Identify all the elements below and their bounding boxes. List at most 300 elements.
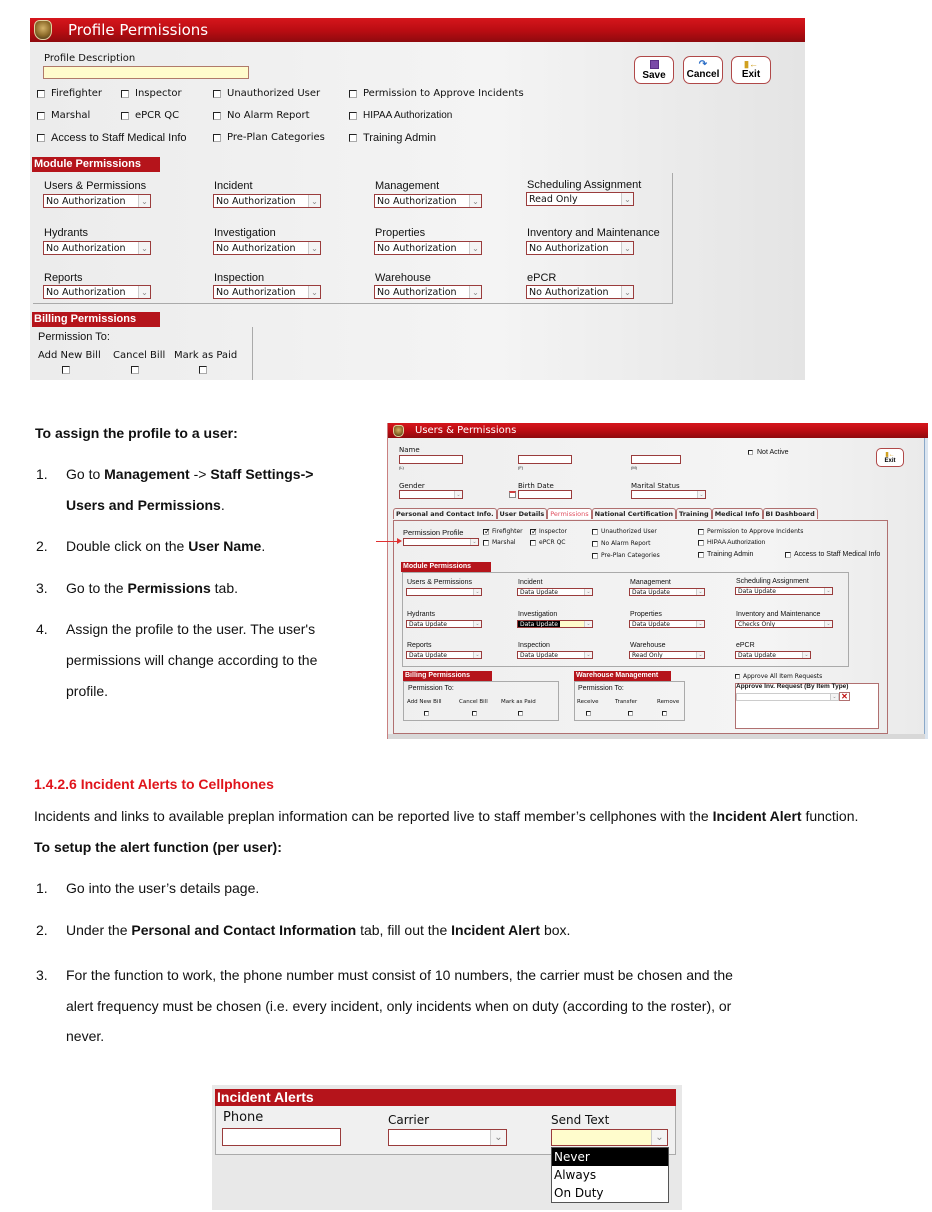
select-value: No Authorization xyxy=(46,195,126,207)
chevron-down-icon: ⌄ xyxy=(308,242,320,254)
checkbox-access-staff-medical-info[interactable] xyxy=(37,132,187,144)
checkbox-label: Pre-Plan Categories xyxy=(601,552,660,559)
first-name-input[interactable] xyxy=(518,455,572,464)
chevron-down-icon: ⌄ xyxy=(469,195,481,207)
checkbox-square[interactable] xyxy=(349,112,357,120)
checkbox-square[interactable] xyxy=(530,529,536,535)
name-label: Name xyxy=(399,446,420,454)
assign-step-3 xyxy=(66,580,238,596)
checkbox-mark-as-paid[interactable] xyxy=(518,711,529,716)
checkbox-label: Pre-Plan Categories xyxy=(227,132,325,143)
checkbox-remove[interactable] xyxy=(662,711,673,716)
module-label: Inspection xyxy=(518,642,550,649)
select-value: No Authorization xyxy=(216,286,296,298)
module-label: Inventory and Maintenance xyxy=(736,611,821,618)
send-text-label: Send Text xyxy=(551,1113,610,1127)
billing-permission-to-label: Permission To: xyxy=(408,685,454,692)
billing-item-label: Mark as Paid xyxy=(174,350,238,361)
checkbox-add-new-bill[interactable] xyxy=(62,366,76,374)
chevron-down-icon: ⌄ xyxy=(621,193,633,205)
checkbox-hipaa-authorization[interactable] xyxy=(349,110,452,121)
checkbox-firefighter[interactable] xyxy=(483,528,523,535)
warehouse-item-label: Transfer xyxy=(615,699,638,705)
carrier-label: Carrier xyxy=(388,1113,430,1127)
dropdown-option-never[interactable]: Never xyxy=(552,1148,668,1166)
step-number: 2. xyxy=(36,922,48,938)
checkbox-label: Unauthorized User xyxy=(227,88,321,99)
module-label: Hydrants xyxy=(44,227,89,239)
select-value: Data Update xyxy=(520,620,558,628)
checkbox-marshal[interactable] xyxy=(37,110,90,121)
checkbox-square[interactable] xyxy=(592,529,598,535)
billing-item-label: Mark as Paid xyxy=(501,699,536,705)
checkbox-square[interactable] xyxy=(483,540,489,546)
send-text-dropdown-list xyxy=(551,1147,669,1203)
window-status-strip xyxy=(388,734,925,739)
checkbox-square[interactable] xyxy=(424,711,429,716)
chevron-down-icon: ⌄ xyxy=(584,621,592,627)
step-text: -> xyxy=(189,466,211,482)
incident-alerts-heading: 1.4.2.6 Incident Alerts to Cellphones xyxy=(34,776,274,792)
checkbox-access-staff-medical-info[interactable] xyxy=(785,551,880,558)
step-number: 3. xyxy=(36,580,48,596)
step-text: profile. xyxy=(66,683,109,699)
chevron-down-icon: ⌄ xyxy=(454,491,462,498)
profile-description-label: Profile Description xyxy=(44,53,136,64)
checkbox-label: No Alarm Report xyxy=(601,540,651,547)
incident-alerts-panel xyxy=(212,1085,682,1210)
checkbox-label: Permission to Approve Incidents xyxy=(707,528,804,535)
checkbox-label: Access to Staff Medical Info xyxy=(51,132,187,144)
chevron-down-icon: ⌄ xyxy=(470,539,478,545)
module-select-properties[interactable] xyxy=(629,620,705,628)
chevron-down-icon: ⌄ xyxy=(490,1130,506,1145)
permission-profile-label: Permission Profile xyxy=(403,528,464,537)
step-text: For the function to work, the phone number must consist of 10 numbers, the carrier must be chosen and the xyxy=(66,967,733,983)
step-text-bold: Management xyxy=(104,466,190,482)
billing-permissions-header: Billing Permissions xyxy=(32,312,160,327)
step-text: permissions will change according to the xyxy=(66,652,318,668)
intro-text-bold: Incident Alert xyxy=(712,808,802,824)
module-label: Management xyxy=(630,579,671,586)
checkbox-unauthorized-user[interactable] xyxy=(213,88,320,99)
assign-step-4-line2 xyxy=(66,652,317,668)
checkbox-pre-plan-categories[interactable] xyxy=(592,552,660,559)
alert-step-3-line3 xyxy=(66,1028,104,1044)
module-select-investigation[interactable] xyxy=(517,620,593,628)
assign-step-1-line2 xyxy=(66,497,225,513)
chevron-down-icon: ⌄ xyxy=(830,694,838,700)
marital-status-select[interactable] xyxy=(631,490,706,499)
assign-heading: To assign the profile to a user: xyxy=(35,425,238,441)
checkbox-square[interactable] xyxy=(483,529,489,535)
profile-permissions-window xyxy=(30,18,805,380)
select-value: Data Update xyxy=(520,651,558,659)
module-select-users-permissions[interactable] xyxy=(406,588,482,596)
checkbox-square[interactable] xyxy=(698,529,704,535)
checkbox-label: HIPAA Authorization xyxy=(363,110,453,121)
warehouse-permission-to-label: Permission To: xyxy=(578,685,624,692)
permission-profile-select[interactable] xyxy=(403,538,479,546)
checkbox-label: Approve All Item Requests xyxy=(743,673,823,680)
select-value: No Authorization xyxy=(46,286,126,298)
chevron-down-icon: ⌄ xyxy=(697,491,705,498)
billing-permissions-header: Billing Permissions xyxy=(403,671,492,681)
module-permissions-header: Module Permissions xyxy=(401,562,491,572)
step-number: 1. xyxy=(36,880,48,896)
checkbox-square[interactable] xyxy=(62,366,70,374)
checkbox-square[interactable] xyxy=(121,90,129,98)
tab-strip xyxy=(393,508,818,519)
checkbox-approve-all-item-requests[interactable] xyxy=(735,673,822,680)
assign-step-4 xyxy=(66,621,315,637)
module-select-inspection[interactable] xyxy=(213,285,321,299)
checkbox-label: Not Active xyxy=(757,449,789,456)
dropdown-option-always[interactable]: Always xyxy=(554,1168,597,1182)
redo-arrow-icon: ↷ xyxy=(698,59,708,70)
exit-button[interactable] xyxy=(876,448,904,467)
checkbox-square[interactable] xyxy=(131,366,139,374)
module-permissions-header: Module Permissions xyxy=(32,157,160,172)
billing-permission-to-label: Permission To: xyxy=(38,331,110,343)
birth-date-label: Birth Date xyxy=(518,482,554,490)
checkbox-no-alarm-report[interactable] xyxy=(213,110,310,121)
calendar-icon[interactable] xyxy=(509,491,516,498)
module-label: Reports xyxy=(407,642,432,649)
phone-input[interactable] xyxy=(222,1128,341,1146)
gender-select[interactable] xyxy=(399,490,463,499)
checkbox-square[interactable] xyxy=(735,674,740,679)
step-text: Double click on the xyxy=(66,538,189,554)
tab-bi-dashboard[interactable]: BI Dashboard xyxy=(763,508,818,519)
checkbox-mark-as-paid[interactable] xyxy=(199,366,213,374)
marital-status-label: Marital Status xyxy=(631,482,680,490)
cancel-button-label: Cancel xyxy=(686,69,720,80)
step-text: Under the xyxy=(66,922,132,938)
chevron-down-icon: ⌄ xyxy=(651,1130,667,1145)
intro-text: Incidents and links to available preplan information can be reported live to staff member’s cellphones with the xyxy=(34,808,713,824)
chevron-down-icon: ⌄ xyxy=(621,286,633,298)
module-select-incident[interactable] xyxy=(517,588,593,596)
billing-item-label: Add New Bill xyxy=(38,350,101,361)
red-arrow-head-icon xyxy=(397,538,402,544)
fire-department-logo-icon xyxy=(34,20,52,40)
warehouse-management-header: Warehouse Management xyxy=(574,671,671,681)
phone-label: Phone xyxy=(223,1110,264,1125)
checkbox-no-alarm-report[interactable] xyxy=(592,540,651,547)
checkbox-add-new-bill[interactable] xyxy=(424,711,435,716)
chevron-down-icon: ⌄ xyxy=(308,286,320,298)
module-select-properties[interactable] xyxy=(374,241,482,255)
checkbox-square[interactable] xyxy=(518,711,523,716)
select-value: No Authorization xyxy=(377,242,457,254)
checkbox-permission-approve-incidents[interactable] xyxy=(349,88,524,99)
alert-step-2 xyxy=(66,922,570,938)
checkbox-label: Firefighter xyxy=(492,528,523,535)
module-select-hydrants[interactable] xyxy=(406,620,482,628)
chevron-down-icon: ⌄ xyxy=(469,286,481,298)
module-select-reports[interactable] xyxy=(406,651,482,659)
module-label: Users & Permissions xyxy=(44,180,147,192)
module-select-scheduling-assignment[interactable] xyxy=(735,587,833,595)
module-select-management[interactable] xyxy=(374,194,482,208)
checkbox-square[interactable] xyxy=(199,366,207,374)
checkbox-square[interactable] xyxy=(586,711,591,716)
checkbox-label: Inspector xyxy=(539,528,567,535)
module-label: Inventory and Maintenance xyxy=(527,227,660,239)
module-select-scheduling-assignment[interactable] xyxy=(526,192,634,206)
delete-x-icon[interactable]: ✕ xyxy=(839,692,850,701)
chevron-down-icon: ⌄ xyxy=(138,195,150,207)
checkbox-training-admin[interactable] xyxy=(698,551,753,558)
send-text-select[interactable] xyxy=(551,1129,668,1146)
tab-personal-contact-info[interactable]: Personal and Contact Info. xyxy=(393,508,497,519)
approve-inv-request-header: Approve Inv. Request (By Item Type) xyxy=(736,683,849,690)
assign-step-4-line3 xyxy=(66,683,108,699)
users-title-bar xyxy=(388,423,928,438)
checkbox-square[interactable] xyxy=(662,711,667,716)
cancel-button[interactable] xyxy=(683,56,723,84)
checkbox-label: HIPAA Authorization xyxy=(707,539,766,546)
module-label: Users & Permissions xyxy=(407,579,472,586)
select-value: Read Only xyxy=(632,651,663,659)
checkbox-square[interactable] xyxy=(349,90,357,98)
checkbox-square[interactable] xyxy=(698,540,704,546)
checkbox-label: Firefighter xyxy=(51,88,103,99)
chevron-down-icon: ⌄ xyxy=(473,621,481,627)
module-label: Inspection xyxy=(214,272,265,284)
module-label: Incident xyxy=(214,180,253,192)
checkbox-transfer[interactable] xyxy=(628,711,639,716)
checkbox-square[interactable] xyxy=(37,112,45,120)
billing-item-label: Cancel Bill xyxy=(113,350,166,361)
step-text: Go into the user’s details page. xyxy=(66,880,260,896)
checkbox-square[interactable] xyxy=(628,711,633,716)
module-select-epcr[interactable] xyxy=(526,285,634,299)
checkbox-label: Inspector xyxy=(135,88,182,99)
checkbox-square[interactable] xyxy=(472,711,477,716)
checkbox-square[interactable] xyxy=(592,541,598,547)
users-permissions-window xyxy=(387,423,928,739)
exit-button-label: Exit xyxy=(741,69,761,80)
checkbox-receive[interactable] xyxy=(586,711,597,716)
checkbox-label: Training Admin xyxy=(363,132,436,144)
checkbox-inspector[interactable] xyxy=(530,528,567,535)
carrier-select[interactable] xyxy=(388,1129,507,1146)
checkbox-label: Marshal xyxy=(492,539,516,546)
module-label: Scheduling Assignment xyxy=(527,179,642,191)
billing-item-label: Cancel Bill xyxy=(459,699,488,705)
chevron-down-icon: ⌄ xyxy=(696,621,704,627)
profile-description-input[interactable] xyxy=(43,66,249,79)
checkbox-permission-approve-incidents[interactable] xyxy=(698,528,803,535)
checkbox-label: ePCR QC xyxy=(135,110,180,121)
checkbox-not-active[interactable] xyxy=(748,449,789,456)
last-name-sublabel: (L) xyxy=(399,465,404,470)
select-value: Checks Only xyxy=(738,620,776,628)
select-value: Data Update xyxy=(409,651,447,659)
checkbox-square[interactable] xyxy=(698,552,704,558)
module-select-users-permissions[interactable] xyxy=(43,194,151,208)
step-text: Go to xyxy=(66,466,105,482)
module-label: Reports xyxy=(44,272,83,284)
tab-user-details[interactable]: User Details xyxy=(497,508,548,519)
checkbox-label: Permission to Approve Incidents xyxy=(363,88,524,99)
module-select-inspection[interactable] xyxy=(517,651,593,659)
dropdown-option-on-duty[interactable]: On Duty xyxy=(554,1186,604,1200)
step-text: tab, fill out the xyxy=(356,922,452,938)
fire-department-logo-icon xyxy=(393,425,404,437)
item-type-select[interactable] xyxy=(736,693,839,701)
step-number: 2. xyxy=(36,538,48,554)
select-value: Read Only xyxy=(529,193,578,205)
checkbox-square[interactable] xyxy=(592,553,598,559)
step-text-bold: User Name xyxy=(188,538,262,554)
window-title: Users & Permissions xyxy=(415,425,517,436)
checkbox-square[interactable] xyxy=(213,112,221,120)
module-label: Incident xyxy=(518,579,543,586)
checkbox-pre-plan-categories[interactable] xyxy=(213,132,325,143)
module-label: Scheduling Assignment xyxy=(736,578,809,585)
chevron-down-icon: ⌄ xyxy=(138,242,150,254)
tab-medical-info[interactable]: Medical Info xyxy=(712,508,763,519)
gender-label: Gender xyxy=(399,482,425,490)
step-text: alert frequency must be chosen (i.e. every incident, only incidents when on duty (according to the roster), or xyxy=(66,998,732,1014)
checkbox-label: Unauthorized User xyxy=(601,528,657,535)
exit-door-icon: ▮← xyxy=(744,59,758,69)
chevron-down-icon: ⌄ xyxy=(696,589,704,595)
tab-national-certification[interactable]: National Certification xyxy=(592,508,676,519)
checkbox-square[interactable] xyxy=(37,90,45,98)
select-value: No Authorization xyxy=(529,286,609,298)
module-select-warehouse[interactable] xyxy=(374,285,482,299)
checkbox-marshal[interactable] xyxy=(483,539,516,546)
chevron-down-icon: ⌄ xyxy=(621,242,633,254)
chevron-down-icon: ⌄ xyxy=(824,621,832,627)
select-value: Data Update xyxy=(632,588,670,596)
chevron-down-icon: ⌄ xyxy=(802,652,810,658)
module-select-management[interactable] xyxy=(629,588,705,596)
step-text: never. xyxy=(66,1028,105,1044)
checkbox-hipaa-authorization[interactable] xyxy=(698,539,765,546)
checkbox-unauthorized-user[interactable] xyxy=(592,528,657,535)
first-name-sublabel: (F) xyxy=(518,465,524,470)
checkbox-square[interactable] xyxy=(785,552,791,558)
step-text: . xyxy=(261,538,266,554)
save-button[interactable] xyxy=(634,56,674,84)
select-value: No Authorization xyxy=(377,286,457,298)
step-number: 3. xyxy=(36,967,48,983)
checkbox-inspector[interactable] xyxy=(121,88,182,99)
step-text-bold: Staff Settings-> xyxy=(210,466,314,482)
module-select-reports[interactable] xyxy=(43,285,151,299)
window-scrollbar[interactable] xyxy=(924,438,928,739)
alert-step-1 xyxy=(66,880,259,896)
chevron-down-icon: ⌄ xyxy=(584,589,592,595)
birth-date-input[interactable] xyxy=(518,490,572,499)
select-value: Data Update xyxy=(632,620,670,628)
chevron-down-icon: ⌄ xyxy=(696,652,704,658)
checkbox-square[interactable] xyxy=(213,90,221,98)
profile-title-bar xyxy=(30,18,805,42)
select-value: No Authorization xyxy=(216,195,296,207)
module-label: Investigation xyxy=(518,611,558,618)
checkbox-cancel-bill[interactable] xyxy=(131,366,145,374)
chevron-down-icon: ⌄ xyxy=(469,242,481,254)
chevron-down-icon: ⌄ xyxy=(473,589,481,595)
incident-alerts-header: Incident Alerts xyxy=(215,1089,676,1106)
module-select-inventory-maintenance[interactable] xyxy=(735,620,833,628)
last-name-input[interactable] xyxy=(399,455,463,464)
module-label: Properties xyxy=(630,611,662,618)
checkbox-square[interactable] xyxy=(121,112,129,120)
module-select-hydrants[interactable] xyxy=(43,241,151,255)
warehouse-item-label: Receive xyxy=(577,699,599,705)
checkbox-square[interactable] xyxy=(349,134,357,142)
select-value: No Authorization xyxy=(529,242,609,254)
checkbox-label: Marshal xyxy=(51,110,91,121)
step-number: 4. xyxy=(36,621,48,637)
billing-item-label: Add New Bill xyxy=(407,699,442,705)
step-text-bold: Personal and Contact Information xyxy=(131,922,357,938)
step-text: box. xyxy=(540,922,571,938)
select-value: No Authorization xyxy=(377,195,457,207)
module-label: Investigation xyxy=(214,227,276,239)
module-label: ePCR xyxy=(527,272,557,284)
tab-permissions[interactable]: Permissions xyxy=(547,508,591,519)
save-button-label: Save xyxy=(642,69,666,81)
intro-text: function. xyxy=(801,808,859,824)
setup-heading: To setup the alert function (per user): xyxy=(34,839,282,855)
module-select-epcr[interactable] xyxy=(735,651,811,659)
select-value: Data Update xyxy=(738,651,776,659)
chevron-down-icon: ⌄ xyxy=(473,652,481,658)
module-select-incident[interactable] xyxy=(213,194,321,208)
chevron-down-icon: ⌄ xyxy=(308,195,320,207)
module-label: Warehouse xyxy=(375,272,431,284)
step-text: Assign the profile to the user. The user's xyxy=(66,621,316,637)
module-select-inventory-maintenance[interactable] xyxy=(526,241,634,255)
window-title: Profile Permissions xyxy=(68,21,209,39)
chevron-down-icon: ⌄ xyxy=(138,286,150,298)
assign-step-1 xyxy=(66,466,313,482)
step-text-bold: Incident Alert xyxy=(451,922,541,938)
tab-training[interactable]: Training xyxy=(676,508,712,519)
module-label: Hydrants xyxy=(407,611,436,618)
exit-door-icon: ▮← xyxy=(885,451,895,458)
exit-button[interactable] xyxy=(731,56,771,84)
checkbox-cancel-bill[interactable] xyxy=(472,711,483,716)
checkbox-label: Training Admin xyxy=(707,551,754,558)
checkbox-training-admin[interactable] xyxy=(349,132,436,144)
step-text: tab. xyxy=(210,580,238,596)
middle-name-input[interactable] xyxy=(631,455,681,464)
checkbox-label: No Alarm Report xyxy=(227,110,310,121)
floppy-disk-icon xyxy=(650,60,659,69)
module-select-investigation[interactable] xyxy=(213,241,321,255)
checkbox-square[interactable] xyxy=(213,134,221,142)
checkbox-firefighter[interactable] xyxy=(37,88,102,99)
checkbox-square[interactable] xyxy=(530,540,536,546)
module-label: Management xyxy=(375,180,440,192)
step-text: Go to the xyxy=(66,580,128,596)
checkbox-epcr-qc[interactable] xyxy=(530,539,566,546)
checkbox-square[interactable] xyxy=(748,450,753,455)
checkbox-square[interactable] xyxy=(37,134,45,142)
chevron-down-icon: ⌄ xyxy=(824,588,832,594)
module-select-warehouse[interactable] xyxy=(629,651,705,659)
checkbox-epcr-qc[interactable] xyxy=(121,110,179,121)
